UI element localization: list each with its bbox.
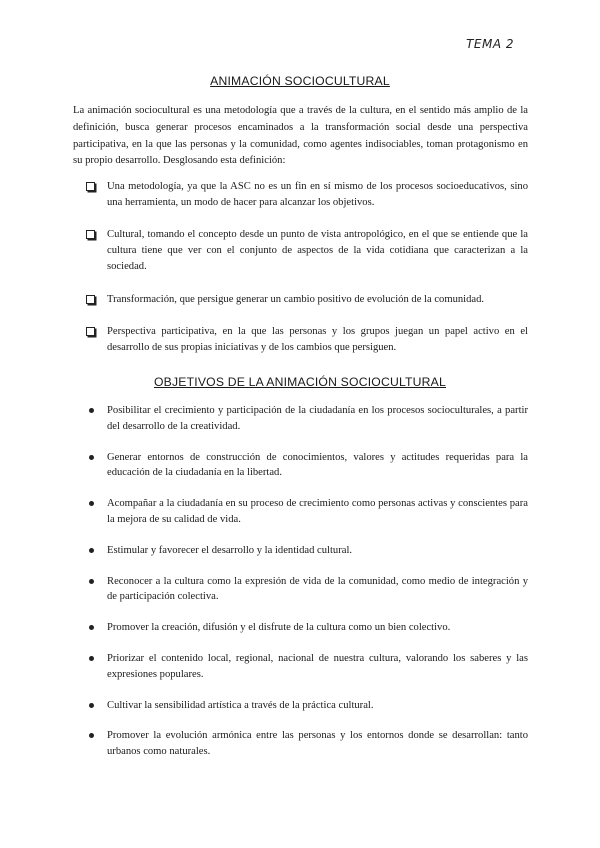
objectives-list bbox=[86, 403, 528, 775]
definition-list bbox=[86, 179, 528, 373]
objective-item bbox=[86, 543, 528, 559]
topic-number: TEMA 2 bbox=[466, 37, 514, 51]
objective-item bbox=[86, 651, 528, 683]
page-title: ANIMACIÓN SOCIOCULTURAL bbox=[210, 74, 390, 88]
objective-item bbox=[86, 698, 528, 714]
dot-bullet-icon bbox=[89, 548, 94, 553]
dot-bullet-icon bbox=[89, 703, 94, 708]
intro-paragraph: La animación sociocultural es una metodología que a través de la cultura, en el sentido más amplio de la definición, busca generar procesos encaminados a la transformación social desde una perspectiva participativa, en la que las personas y la comunidad, como agentes indisociables, toman protagonismo en su propio desarrollo. Desglosando esta definición: bbox=[73, 105, 528, 167]
objective-item bbox=[86, 574, 528, 606]
definition-item-text: Cultural, tomando el concepto desde un punto de vista antropológico, en el que se entiende que la cultura tiene que ver con el conjunto de aspectos de la vida cotidiana que caracterizan a la sociedad. bbox=[107, 229, 528, 272]
objective-item bbox=[86, 450, 528, 482]
dot-bullet-icon bbox=[89, 455, 94, 460]
definition-item-text: Transformación, que persigue generar un cambio positivo de evolución de la comunidad. bbox=[107, 293, 485, 305]
definition-item-text: Una metodología, ya que la ASC no es un fin en sí mismo de los procesos socioeducativos, sino una herramienta, un modo de hacer para alcanzar los objetivos. bbox=[107, 181, 528, 208]
section-heading-objectives: OBJETIVOS DE LA ANIMACIÓN SOCIOCULTURAL bbox=[153, 375, 446, 389]
objective-item bbox=[86, 403, 528, 435]
definition-item bbox=[86, 179, 528, 211]
objective-item-text: Estimular y favorecer el desarrollo y la identidad cultural. bbox=[107, 544, 353, 556]
objective-item-text: Reconocer a la cultura como la expresión de vida de la comunidad, como medio de integración y de participación colectiva. bbox=[107, 575, 528, 603]
objective-item-text: Promover la evolución armónica entre las personas y los entornos donde se desarrollan: tanto urbanos como naturales. bbox=[107, 730, 528, 758]
dot-bullet-icon bbox=[89, 579, 94, 584]
objective-item-text: Acompañar a la ciudadanía en su proceso de crecimiento como personas activas y conscientes para la mejora de su calidad de vida. bbox=[107, 498, 528, 525]
objective-item bbox=[86, 620, 528, 636]
objective-item-text: Cultivar la sensibilidad artística a través de la práctica cultural. bbox=[107, 699, 374, 711]
dot-bullet-icon bbox=[89, 625, 94, 630]
objective-item bbox=[86, 728, 528, 760]
definition-item bbox=[86, 324, 528, 356]
objective-item-text: Priorizar el contenido local, regional, nacional de nuestra cultura, valorando los saberes y las expresiones populares. bbox=[107, 652, 528, 680]
checkbox-bullet-icon bbox=[86, 182, 95, 191]
definition-item bbox=[86, 292, 528, 308]
dot-bullet-icon bbox=[89, 656, 94, 661]
checkbox-bullet-icon bbox=[86, 295, 95, 304]
definition-item-text: Perspectiva participativa, en la que las personas y los grupos juegan un papel activo en el desarrollo de sus propias iniciativas y de los cambios que persiguen. bbox=[107, 326, 528, 353]
objective-item-text: Generar entornos de construcción de conocimientos, valores y actitudes requeridas para la educación de la ciudadanía en la libertad. bbox=[107, 451, 528, 479]
objective-item-text: Posibilitar el crecimiento y participación de la ciudadanía en los procesos socioculturales, a partir del desarrollo de la creatividad. bbox=[107, 405, 528, 432]
objective-item bbox=[86, 496, 528, 528]
objective-item-text: Promover la creación, difusión y el disfrute de la cultura como un bien colectivo. bbox=[107, 622, 451, 634]
dot-bullet-icon bbox=[89, 501, 94, 506]
definition-item bbox=[86, 227, 528, 274]
checkbox-bullet-icon bbox=[86, 230, 95, 239]
checkbox-bullet-icon bbox=[86, 327, 95, 336]
dot-bullet-icon bbox=[89, 733, 94, 738]
dot-bullet-icon bbox=[89, 408, 94, 413]
